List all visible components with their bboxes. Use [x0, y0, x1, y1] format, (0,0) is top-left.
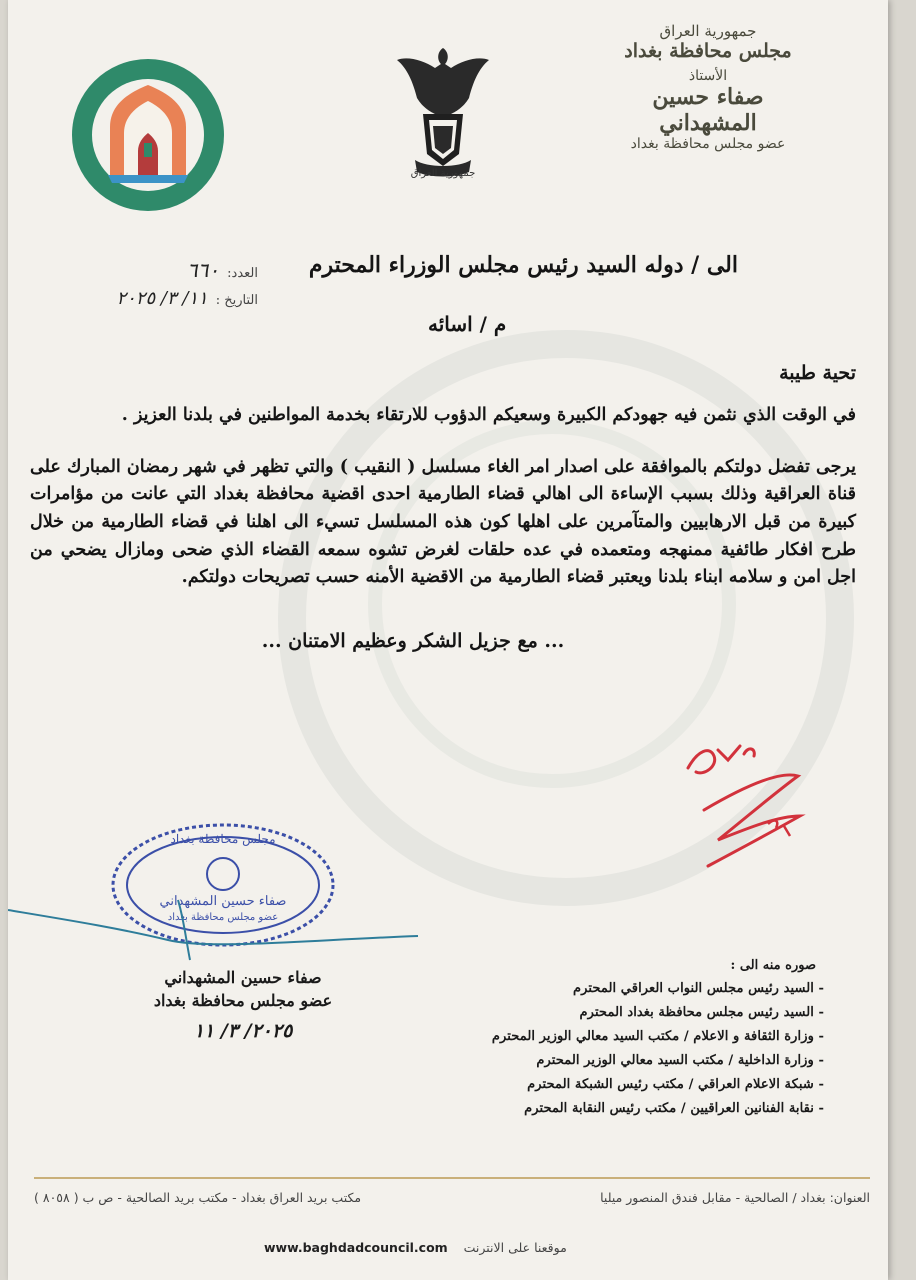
- iraq-eagle-emblem-icon: [393, 42, 493, 182]
- cc-heading: صوره منه الى :: [730, 958, 816, 973]
- cc-item: - السيد رئيس مجلس محافظة بغداد المحترم: [579, 1005, 824, 1020]
- signer-title: عضو مجلس محافظة بغداد: [153, 991, 333, 1010]
- letterhead-country: جمهورية العراق: [659, 22, 757, 40]
- cc-item: - السيد رئيس مجلس النواب العراقي المحترم: [572, 981, 824, 996]
- stamp-top-text: مجلس محافظة بغداد: [170, 832, 276, 846]
- footer: [34, 1190, 870, 1255]
- letter-body: [30, 362, 856, 652]
- letterhead-name: صفاء حسين المشهداني: [652, 84, 764, 136]
- paragraph-1: في الوقت الذي نثمن فيه جهودكم الكبيرة وسعيكم الدؤوب للارتقاء بخدمة المواطنين في بلدنا العزيز .: [121, 405, 856, 425]
- reference-block: [38, 258, 258, 315]
- paragraph-2: يرجى تفضل دولتكم بالموافقة على اصدار امر الغاء مسلسل ( النقيب ) والتي تظهر في شهر رمضان المبارك على قناة العراقية وذلك بسبب الإساءة الى اهالي قضاء الطارمية احدى اقضية محافظة بغداد التي عانت من مؤامرات كبيرة من قبل الارهابيين والمتآمرين على اهلها كون هذه المسلسل تسيء الى اهلنا في قضاء الطارمية من خلال طرح افكار طائفية ممنهجه ومتعمده في عده حلقات لغرض تشوه سمعه القضاء الذي ضحى ومازال يضحي من اجل امن و سلامه ابناء بلدنا ويعتبر قضاء الطارمية من الاقضية الأمنه حسب تصريحات دولتكم.: [30, 456, 856, 588]
- baghdad-council-logo-icon: [68, 55, 228, 215]
- letterhead-honorific: الأستاذ: [688, 68, 728, 84]
- letterhead-right: [608, 22, 808, 152]
- recipient-line: الى / دوله السيد رئيس مجلس الوزراء المحترم: [308, 252, 738, 278]
- number-label: العدد:: [227, 266, 258, 281]
- cc-item: - نقابة الفنانين العراقيين / مكتب رئيس النقابة المحترم: [524, 1101, 824, 1116]
- footer-site-url[interactable]: www.baghdadcouncil.com: [264, 1240, 448, 1255]
- letter-page: [8, 0, 888, 1280]
- emblem-caption: جمهورية العراق: [410, 168, 476, 179]
- reference-number: ٦٦٠: [186, 258, 220, 282]
- blue-signature-stroke-icon: [8, 880, 428, 970]
- cc-item: - وزارة الداخلية / مكتب السيد معالي الوزير المحترم: [536, 1053, 824, 1068]
- greeting: تحية طيبة: [779, 362, 856, 384]
- signer-date: ٢٠٢٥/ ٣/ ١١: [193, 1020, 293, 1042]
- red-signature-icon: [648, 720, 818, 880]
- reference-date: ١١/ ٣/ ٢٠٢٥: [116, 288, 208, 309]
- stamp-name-text: صفاء حسين المشهداني: [159, 894, 287, 909]
- footer-site-label: موقعنا على الانترنت: [463, 1240, 567, 1255]
- footer-po-box: مكتب بريد العراق بغداد - مكتب بريد الصالحية - ص ب ( ٨٠٥٨ ): [34, 1190, 362, 1205]
- letterhead-council: مجلس محافظة بغداد: [624, 40, 792, 62]
- signer-name: صفاء حسين المشهداني: [164, 968, 322, 987]
- cc-item: - شبكة الاعلام العراقي / مكتب رئيس الشبكة المحترم: [527, 1077, 824, 1092]
- footer-rule: [34, 1177, 870, 1179]
- footer-website: [264, 1240, 567, 1255]
- date-label: التاريخ :: [215, 293, 258, 308]
- subject-line: م / اسائه: [428, 312, 507, 336]
- stamp-role-text: عضو مجلس محافظة بغداد: [167, 912, 279, 923]
- closing-line: ... مع جزيل الشكر وعظيم الامتنان ...: [261, 629, 565, 652]
- letterhead-role: عضو مجلس محافظة بغداد: [630, 136, 786, 152]
- cc-list: [424, 958, 824, 1125]
- signer-block: [108, 968, 378, 1042]
- footer-address: العنوان: بغداد / الصالحية - مقابل فندق المنصور ميليا: [600, 1190, 870, 1205]
- cc-item: - وزارة الثقافة و الاعلام / مكتب السيد معالي الوزير المحترم: [491, 1029, 824, 1044]
